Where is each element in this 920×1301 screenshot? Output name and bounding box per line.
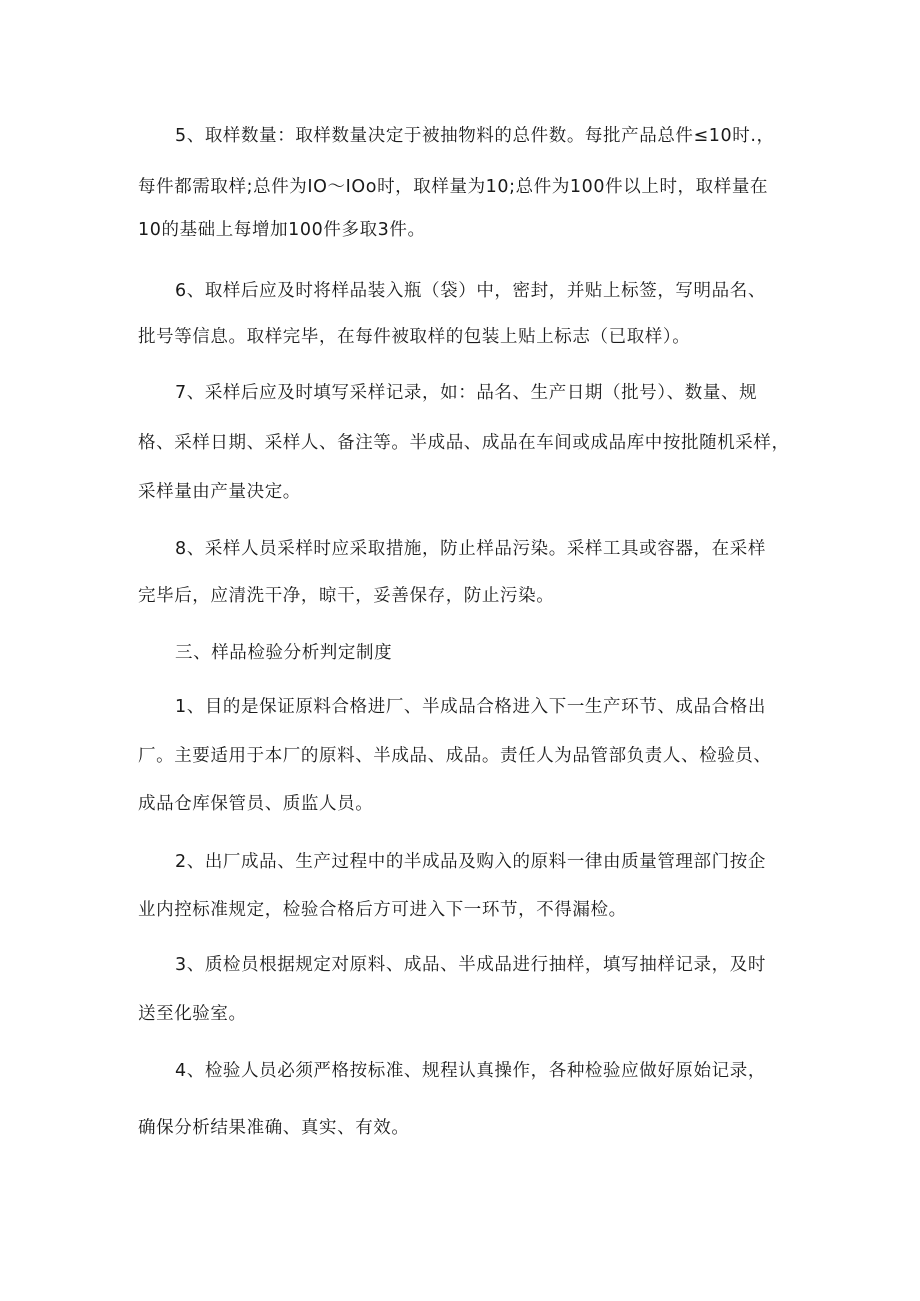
- section-paragraph-3-line-2: 送至化验室。: [138, 1004, 247, 1024]
- section-paragraph-3-line-1: 3、质检员根据规定对原料、成品、半成品进行抽样，填写抽样记录，及时: [175, 955, 766, 975]
- section-paragraph-1-line-1: 1、目的是保证原料合格进厂、半成品合格进入下一生产环节、成品合格出: [175, 697, 766, 717]
- paragraph-6-line-2: 批号等信息。取样完毕，在每件被取样的包装上贴上标志（已取样）。: [138, 327, 691, 347]
- paragraph-7-line-1: 7、采样后应及时填写采样记录，如：品名、生产日期（批号）、数量、规: [175, 383, 758, 403]
- section-paragraph-1-line-3: 成品仓库保管员、质监人员。: [138, 794, 374, 814]
- section-paragraph-4-line-1: 4、检验人员必须严格按标准、规程认真操作，各种检验应做好原始记录，: [175, 1061, 766, 1081]
- paragraph-5-line-3: 10的基础上每增加100件多取3件。: [138, 220, 426, 240]
- paragraph-5-line-2: 每件都需取样;总件为IO～IOo时，取样量为10;总件为100件以上时，取样量在: [138, 177, 769, 197]
- paragraph-8-line-1: 8、采样人员采样时应采取措施，防止样品污染。采样工具或容器，在采样: [175, 539, 766, 559]
- paragraph-5-line-1: 5、取样数量：取样数量决定于被抽物料的总件数。每批产品总件≤10时.，: [175, 126, 775, 146]
- paragraph-7-line-2: 格、采样日期、采样人、备注等。半成品、成品在车间或成品库中按批随机采样，: [138, 433, 790, 453]
- paragraph-6-line-1: 6、取样后应及时将样品装入瓶（袋）中，密封，并贴上标签，写明品名、: [175, 281, 766, 301]
- section-heading: 三、样品检验分析判定制度: [175, 643, 393, 663]
- paragraph-8-line-2: 完毕后，应清洗干净，晾干，妥善保存，防止污染。: [138, 586, 555, 606]
- section-paragraph-4-line-2: 确保分析结果准确、真实、有效。: [138, 1118, 410, 1138]
- section-paragraph-2-line-2: 业内控标准规定，检验合格后方可进入下一环节，不得漏检。: [138, 900, 627, 920]
- paragraph-7-line-3: 采样量由产量决定。: [138, 482, 301, 502]
- section-paragraph-2-line-1: 2、出厂成品、生产过程中的半成品及购入的原料一律由质量管理部门按企: [175, 852, 766, 872]
- section-paragraph-1-line-2: 厂。主要适用于本厂的原料、半成品、成品。责任人为品管部负责人、检验员、: [138, 746, 772, 766]
